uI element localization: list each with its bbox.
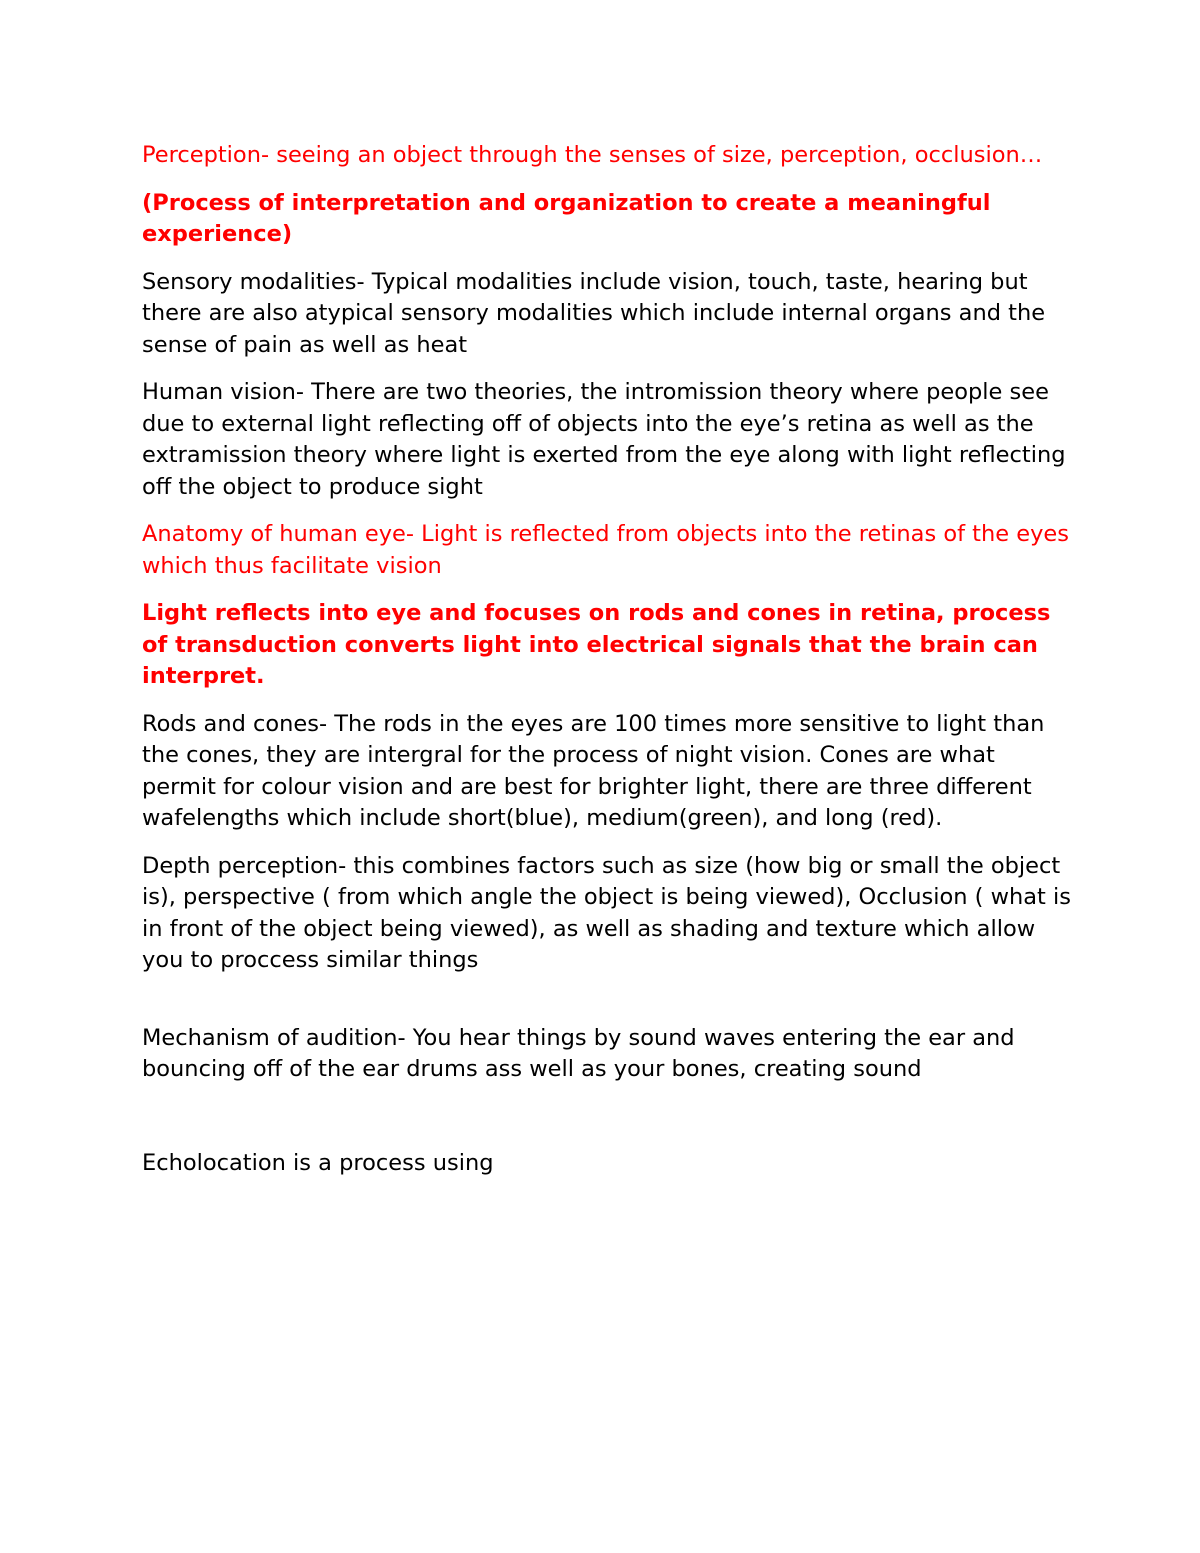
rods-and-cones-paragraph: Rods and cones- The rods in the eyes are 100 times more sensitive to light than the cones, they are intergral for the process of night vision. Cones are what permit for colour vision and are best for brighter light, there are three different wafelengths which include short(blue), medium(green), and long (red). bbox=[142, 710, 1045, 831]
sensory-modalities-paragraph: Sensory modalities- Typical modalities include vision, touch, taste, hearing but there are also atypical sensory modalities which include internal organs and the sense of pain as well as heat bbox=[142, 268, 1046, 358]
echolocation-paragraph: Echolocation is a process using bbox=[142, 1149, 494, 1176]
light-transduction-paragraph: Light reflects into eye and focuses on rods and cones in retina, process of transduction converts light into electrical signals that the brain can interpret. bbox=[142, 600, 1051, 689]
depth-perception-paragraph: Depth perception- this combines factors such as size (how big or small the object is), perspective ( from which angle the object is being viewed), Occlusion ( what is in front of the object being viewed), as well as shading and texture which allow you to proccess similar things bbox=[142, 852, 1071, 973]
eye-anatomy-paragraph: Anatomy of human eye- Light is reflected from objects into the retinas of the eyes which thus facilitate vision bbox=[142, 521, 1069, 579]
document-body bbox=[142, 140, 1072, 1195]
process-definition-paragraph: (Process of interpretation and organization to create a meaningful experience) bbox=[142, 189, 991, 247]
audition-paragraph: Mechanism of audition- You hear things by sound waves entering the ear and bouncing off of the ear drums ass well as your bones, creating sound bbox=[142, 1024, 1015, 1082]
perception-paragraph: Perception- seeing an object through the senses of size, perception, occlusion… bbox=[142, 142, 1043, 168]
human-vision-paragraph: Human vision- There are two theories, the intromission theory where people see due to external light reflecting off of objects into the eye’s retina as well as the extramission theory where light is exerted from the eye along with light reflecting off the object to produce sight bbox=[142, 379, 1066, 500]
